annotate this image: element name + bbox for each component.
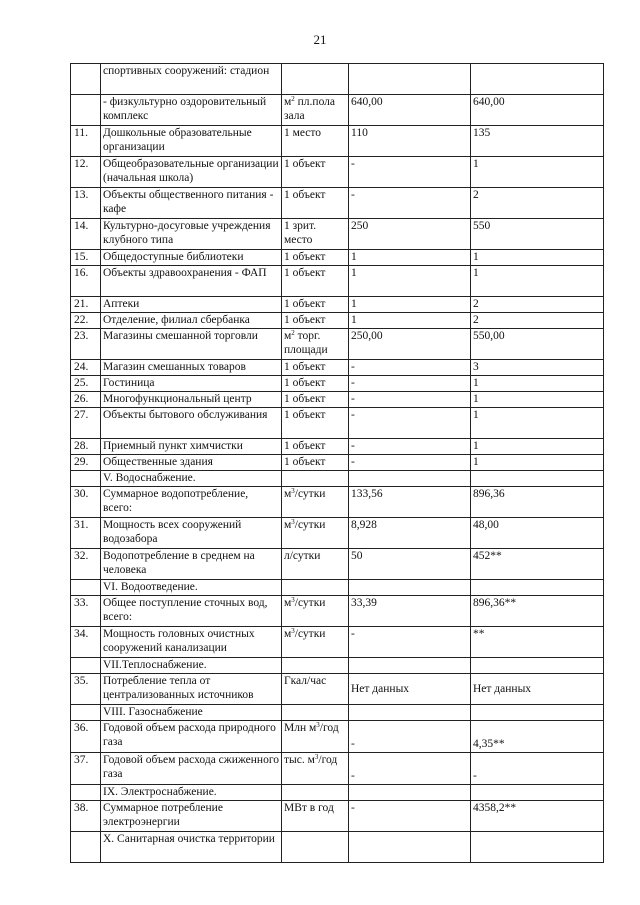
table-row [71,157,604,188]
table-row [71,674,604,705]
table-row [71,596,604,627]
row-number-cell: 24. [71,360,101,376]
indicator-name: Водопотребление в среднем на человека [101,549,282,580]
unit-superscript: 2 [291,95,295,103]
indicator-name: Культурно-досуговые учреждения клубного типа [101,219,282,250]
unit-cell: 1 объект [282,455,349,471]
table-row [71,721,604,753]
planned-value-cell: 640,00 [471,95,604,126]
current-value-cell [349,64,471,95]
current-value-cell [349,471,471,487]
row-number-cell: 28. [71,439,101,455]
indicator-name: Общеобразовательные организации (начальная школа) [101,157,282,188]
row-number-cell: 33. [71,596,101,627]
planned-value-cell: 48,00 [471,518,604,549]
planned-value-cell: Нет данных [471,674,604,705]
table-row [71,439,604,455]
row-number-cell [71,580,101,596]
table-row [71,329,604,360]
current-value-cell: - [349,439,471,455]
row-number-cell: 13. [71,188,101,219]
row-number-cell: 29. [71,455,101,471]
planned-value-cell: 896,36** [471,596,604,627]
row-number-cell [71,471,101,487]
unit-cell: 1 объект [282,157,349,188]
planned-value-cell: 2 [471,297,604,313]
indicator-name: Потребление тепла от централизованных источников [101,674,282,705]
page-number: 21 [313,32,327,47]
unit-superscript: 3 [291,627,295,635]
unit-cell: 1 зрит. место [282,219,349,250]
indicators-table [70,63,604,863]
row-number-cell [71,785,101,801]
current-value-cell: 1 [349,313,471,329]
unit-cell: $м^2$ торг. площади [282,329,349,360]
row-number-cell: 14. [71,219,101,250]
table-row [71,627,604,658]
row-number-cell: 12. [71,157,101,188]
planned-value-cell [471,785,604,801]
current-value-cell: - [349,801,471,832]
indicator-name: Многофункциональный центр [101,392,282,408]
section-title: IX. Электроснабжение. [101,785,282,801]
table-row [71,801,604,832]
indicator-name: Объекты бытового обслуживания [101,408,282,439]
unit-cell: тыс. $м^3$/год [282,753,349,785]
row-number-cell [71,832,101,863]
row-number-cell: 21. [71,297,101,313]
section-title: VI. Водоотведение. [101,580,282,596]
section-title: VII.Теплоснабжение. [101,658,282,674]
planned-value-cell [471,64,604,95]
indicator-name: Общественные здания [101,455,282,471]
row-number-cell: 11. [71,126,101,157]
row-number-cell: 36. [71,721,101,753]
indicator-name: Магазины смешанной торговли [101,329,282,360]
indicator-name: Дошкольные образовательные организации [101,126,282,157]
row-number-cell: 34. [71,627,101,658]
table-row [71,705,604,721]
planned-value-cell: 452** [471,549,604,580]
indicator-name: Мощность всех сооружений водозабора [101,518,282,549]
table-row [71,95,604,126]
row-number-cell [71,705,101,721]
row-number-cell: 22. [71,313,101,329]
current-value-cell: Нет данных [349,674,471,705]
planned-value-cell: 135 [471,126,604,157]
current-value-cell [349,832,471,863]
planned-value-cell: 1 [471,439,604,455]
unit-cell: 1 объект [282,188,349,219]
indicator-name: Годовой объем расхода природного газа [101,721,282,753]
planned-value-cell [471,832,604,863]
unit-cell: $м^3$/сутки [282,627,349,658]
row-number-cell: 15. [71,250,101,266]
table-row [71,219,604,250]
planned-value-cell: 1 [471,455,604,471]
unit-cell: $м^2$ пл.пола зала [282,95,349,126]
current-value-cell: - [349,376,471,392]
table-row [71,658,604,674]
current-value-cell: 133,56 [349,487,471,518]
unit-cell [282,832,349,863]
unit-cell: 1 объект [282,250,349,266]
table-row [71,753,604,785]
unit-cell: 1 объект [282,266,349,297]
table-row [71,785,604,801]
table-row [71,518,604,549]
row-number-cell: 16. [71,266,101,297]
row-number-cell: 37. [71,753,101,785]
row-number-cell: 38. [71,801,101,832]
planned-value-cell: 896,36 [471,487,604,518]
indicator-name: Аптеки [101,297,282,313]
section-title: VIII. Газоснабжение [101,705,282,721]
planned-value-cell: 4,35** [471,721,604,753]
current-value-cell: 250,00 [349,329,471,360]
current-value-cell: - [349,392,471,408]
current-value-cell [349,705,471,721]
current-value-cell: - [349,455,471,471]
current-value-cell: 1 [349,250,471,266]
table-row [71,832,604,863]
unit-cell: 1 объект [282,408,349,439]
planned-value-cell: 1 [471,408,604,439]
unit-cell: л/сутки [282,549,349,580]
row-number-cell: 23. [71,329,101,360]
table-row [71,549,604,580]
section-title: X. Санитарная очистка территории [101,832,282,863]
table-row [71,408,604,439]
planned-value-cell: 550,00 [471,329,604,360]
unit-cell: $м^3$/сутки [282,487,349,518]
table-row [71,376,604,392]
table-row [71,126,604,157]
unit-cell: 1 место [282,126,349,157]
indicator-name: Общее поступление сточных вод, всего: [101,596,282,627]
indicator-name: Суммарное водопотребление, всего: [101,487,282,518]
row-number-cell: 35. [71,674,101,705]
unit-cell: $м^3$/сутки [282,518,349,549]
indicator-name: Объекты общественного питания - кафе [101,188,282,219]
current-value-cell [349,785,471,801]
table-row [71,250,604,266]
unit-cell [282,471,349,487]
unit-cell: 1 объект [282,376,349,392]
current-value-cell: 1 [349,266,471,297]
unit-cell: 1 объект [282,439,349,455]
unit-cell [282,658,349,674]
indicator-name: Суммарное потребление электроэнергии [101,801,282,832]
unit-superscript: 3 [291,487,295,495]
unit-cell: 1 объект [282,297,349,313]
current-value-cell: - [349,157,471,188]
current-value-cell: 250 [349,219,471,250]
current-value-cell: - [349,408,471,439]
row-number-cell: 32. [71,549,101,580]
row-number-cell: 25. [71,376,101,392]
indicator-name: Общедоступные библиотеки [101,250,282,266]
row-number-cell: 31. [71,518,101,549]
unit-cell: 1 объект [282,313,349,329]
table-row [71,297,604,313]
current-value-cell: 640,00 [349,95,471,126]
row-number-cell [71,95,101,126]
indicator-name: Отделение, филиал сбербанка [101,313,282,329]
current-value-cell: - [349,627,471,658]
unit-superscript: 3 [291,518,295,526]
table-row [71,188,604,219]
unit-cell: $м^3$/сутки [282,596,349,627]
current-value-cell: 110 [349,126,471,157]
indicator-name: Годовой объем расхода сжиженного газа [101,753,282,785]
planned-value-cell: 550 [471,219,604,250]
table-row [71,392,604,408]
planned-value-cell: 3 [471,360,604,376]
current-value-cell: 8,928 [349,518,471,549]
row-number-cell [71,64,101,95]
current-value-cell [349,658,471,674]
unit-superscript: 3 [314,753,319,761]
unit-cell [282,580,349,596]
planned-value-cell [471,471,604,487]
planned-value-cell: 2 [471,188,604,219]
unit-cell: Гкал/час [282,674,349,705]
planned-value-cell: 1 [471,376,604,392]
table-row [71,266,604,297]
current-value-cell: - [349,721,471,753]
row-number-cell: 26. [71,392,101,408]
unit-superscript: 2 [291,329,295,337]
planned-value-cell: 1 [471,250,604,266]
table-row [71,580,604,596]
unit-cell: 1 объект [282,360,349,376]
row-number-cell: 27. [71,408,101,439]
unit-cell: Млн $м^3$/год [282,721,349,753]
current-value-cell [349,580,471,596]
indicator-name: Мощность головных очистных сооружений канализации [101,627,282,658]
unit-cell: МВт в год [282,801,349,832]
unit-cell [282,785,349,801]
current-value-cell: - [349,188,471,219]
planned-value-cell: ** [471,627,604,658]
current-value-cell: - [349,753,471,785]
current-value-cell: 50 [349,549,471,580]
section-title: V. Водоснабжение. [101,471,282,487]
planned-value-cell: 1 [471,392,604,408]
planned-value-cell: 1 [471,157,604,188]
planned-value-cell [471,705,604,721]
unit-cell [282,64,349,95]
table-row [71,313,604,329]
unit-cell [282,705,349,721]
planned-value-cell: 4358,2** [471,801,604,832]
unit-cell: 1 объект [282,392,349,408]
unit-superscript: 3 [316,721,320,729]
planned-value-cell [471,580,604,596]
current-value-cell: - [349,360,471,376]
table-row [71,64,604,95]
planned-value-cell: 2 [471,313,604,329]
planned-value-cell: 1 [471,266,604,297]
current-value-cell: 33,39 [349,596,471,627]
indicator-name: Приемный пункт химчистки [101,439,282,455]
row-number-cell [71,658,101,674]
indicator-name: Магазин смешанных товаров [101,360,282,376]
indicator-name: Гостиница [101,376,282,392]
unit-superscript: 3 [291,596,295,604]
indicator-name: Объекты здравоохранения - ФАП [101,266,282,297]
planned-value-cell [471,658,604,674]
planned-value-cell: - [471,753,604,785]
row-number-cell: 30. [71,487,101,518]
table-row [71,471,604,487]
current-value-cell: 1 [349,297,471,313]
table-row [71,487,604,518]
table-row [71,360,604,376]
indicator-name: спортивных сооружений: стадион [101,64,282,95]
table-row [71,455,604,471]
indicator-name: - физкультурно оздоровительный комплекс [101,95,282,126]
